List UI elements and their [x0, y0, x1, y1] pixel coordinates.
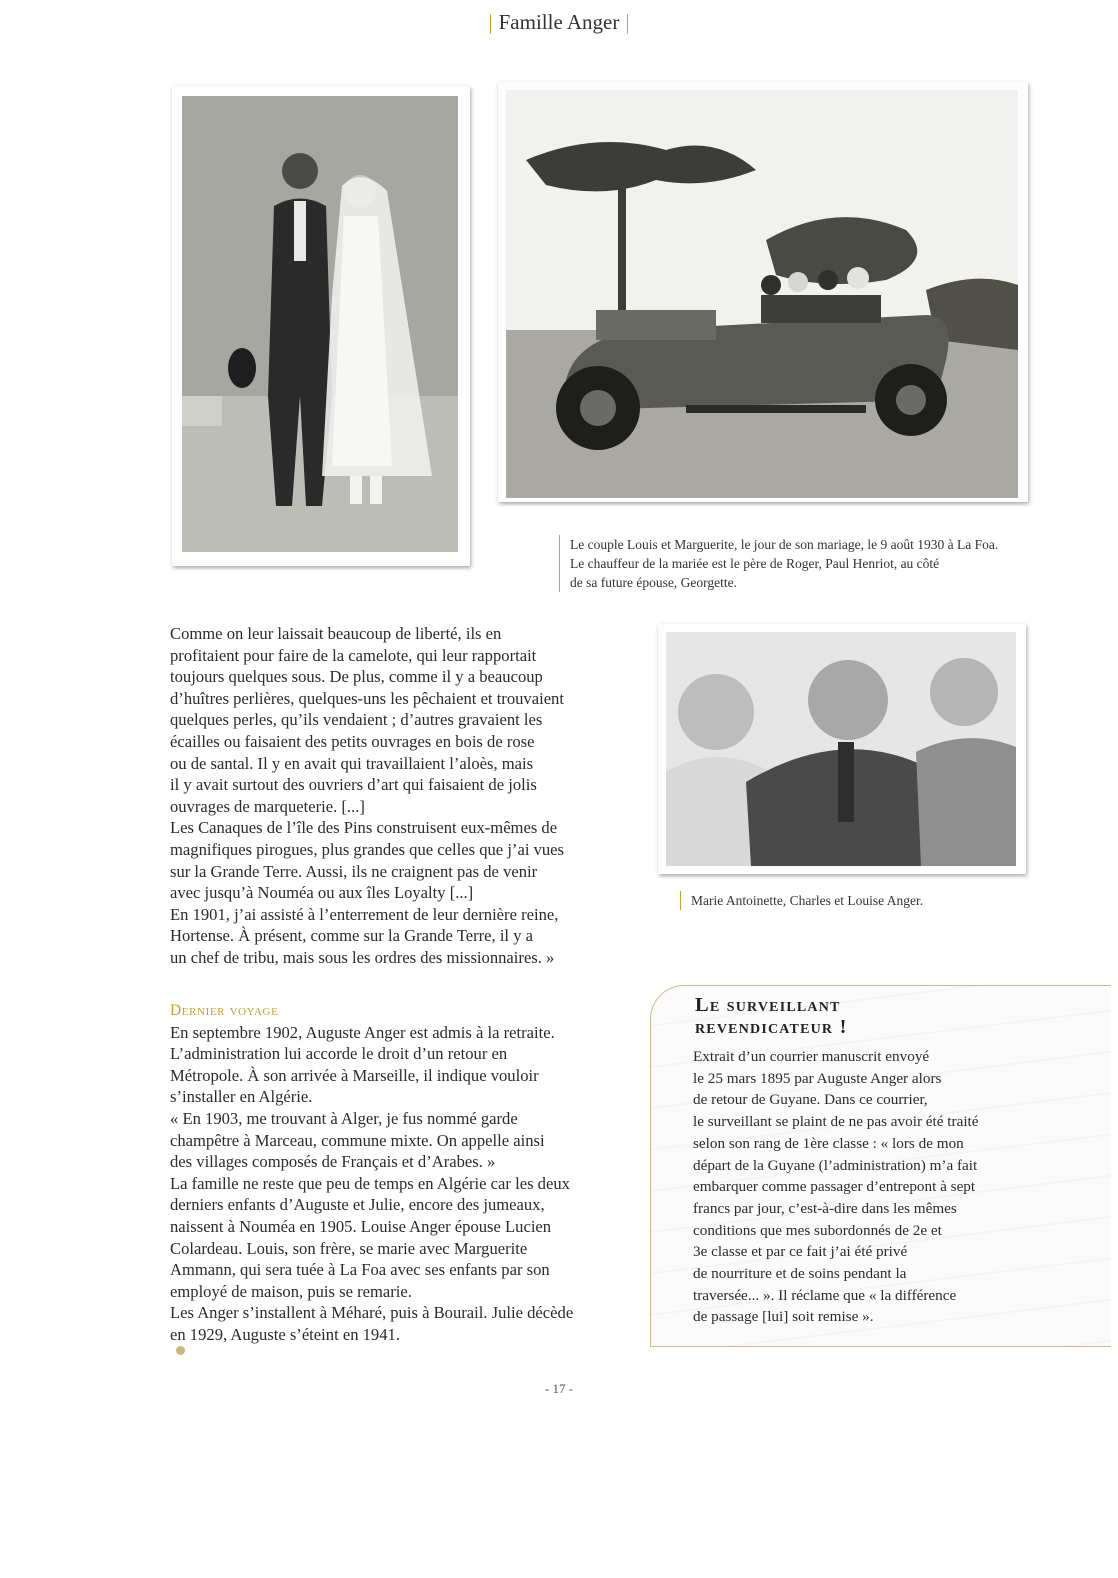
- sidebar-line: selon son rang de 1ère classe : « lors de mon: [693, 1134, 964, 1152]
- sidebar-line: 3e classe et par ce fait j’ai été privé: [693, 1243, 908, 1261]
- family-photo-frame: [658, 624, 1026, 874]
- sidebar-line: le 25 mars 1895 par Auguste Anger alors: [693, 1069, 942, 1087]
- text-line: ouvrages de marqueterie. [...]: [170, 796, 365, 816]
- text-line: écailles ou faisaient des petits ouvrages en bois de rose: [170, 731, 535, 751]
- voyage-section: [170, 1000, 590, 1355]
- sidebar-title: [695, 994, 995, 1038]
- caption-line: Marie Antoinette, Charles et Louise Anger.: [691, 893, 924, 908]
- text-line: profitaient pour faire de la camelote, qui leur rapportait: [170, 645, 537, 665]
- text-line: Hortense. À présent, comme sur la Grande Terre, il y a: [170, 926, 534, 946]
- wedding-photo-frame: [172, 86, 470, 566]
- text-line: L’administration lui accorde le droit d’un retour en: [170, 1044, 508, 1064]
- sidebar-box: [650, 985, 1111, 1347]
- text-line: ou de santal. Il y en avait qui travaillaient l’aloès, mais: [170, 753, 534, 773]
- text-line: toujours quelques sous. De plus, comme il y a beaucoup: [170, 667, 543, 687]
- family-photo-caption: [680, 891, 991, 910]
- text-line: Métropole. À son arrivée à Marseille, il indique vouloir: [170, 1065, 539, 1085]
- text-line: quelques perles, qu’ils vendaient ; d’autres gravaient les: [170, 710, 543, 730]
- header-bar-right: |: [625, 10, 630, 34]
- sidebar-line: de retour de Guyane. Dans ce courrier,: [693, 1091, 928, 1109]
- text-line: En 1901, j’ai assisté à l’enterrement de leur dernière reine,: [170, 904, 559, 924]
- text-line: s’installer en Algérie.: [170, 1087, 313, 1107]
- text-line: des villages composés de Français et d’Arabes. »: [170, 1152, 496, 1172]
- sidebar-line: départ de la Guyane (l’administration) m’a fait: [693, 1156, 978, 1174]
- quote-paragraph: [170, 623, 590, 969]
- sidebar-line: traversée... ». Il réclame que « la différence: [693, 1286, 957, 1304]
- text-line: d’huîtres perlières, quelques-uns les pêchaient et trouvaient: [170, 688, 564, 708]
- text-line: La famille ne reste que peu de temps en Algérie car les deux: [170, 1173, 570, 1193]
- car-photo-caption: [559, 535, 1040, 592]
- text-line: derniers enfants d’Auguste et Julie, encore des jumeaux,: [170, 1195, 545, 1215]
- text-line: Les Anger s’installent à Méharé, puis à Bourail. Julie décède: [170, 1303, 574, 1323]
- text-line: un chef de tribu, mais sous les ordres des missionnaires. »: [170, 947, 555, 967]
- caption-line: Le couple Louis et Marguerite, le jour de son mariage, le 9 août 1930 à La Foa.: [570, 537, 999, 552]
- text-line: Colardeau. Louis, son frère, se marie avec Marguerite: [170, 1238, 528, 1258]
- text-line-last: [170, 1324, 590, 1355]
- caption-line: Le chauffeur de la mariée est le père de Roger, Paul Henriot, au côté: [570, 556, 940, 571]
- page-number: - 17 -: [544, 1381, 574, 1396]
- sidebar-line: conditions que mes subordonnés de 2e et: [693, 1221, 942, 1239]
- text-line: en 1929, Auguste s’éteint en 1941.: [170, 1324, 400, 1344]
- text-line: magnifiques pirogues, plus grandes que celles que j’ai vues: [170, 839, 564, 859]
- text-line: avec jusqu’à Nouméa ou aux îles Loyalty [...]: [170, 883, 474, 903]
- sidebar-line: francs par jour, c’est-à-dire dans les mêmes: [693, 1199, 957, 1217]
- text-line: sur la Grande Terre. Aussi, ils ne craignent pas de venir: [170, 861, 538, 881]
- text-line: Les Canaques de l’île des Pins construisent eux-mêmes de: [170, 818, 558, 838]
- sidebar-title-line: Le surveillant: [695, 994, 841, 1016]
- text-line: « En 1903, me trouvant à Alger, je fus nommé garde: [170, 1108, 518, 1128]
- sidebar-line: le surveillant se plaint de ne pas avoir été traité: [693, 1113, 979, 1131]
- sidebar-text: [693, 1046, 1053, 1328]
- header-title: Famille Anger: [498, 10, 620, 34]
- header-bar-left: |: [488, 10, 493, 34]
- section-heading: Dernier voyage: [170, 1002, 279, 1019]
- text-line: Ammann, qui sera tuée à La Foa avec ses enfants par son: [170, 1260, 550, 1280]
- text-line: champêtre à Marceau, commune mixte. On appelle ainsi: [170, 1130, 545, 1150]
- family-portrait-photo-icon: [666, 632, 1016, 866]
- sidebar-line: de nourriture et de soins pendant la: [693, 1265, 907, 1283]
- text-line: employé de maison, puis se remarie.: [170, 1281, 412, 1301]
- text-line: naissent à Nouméa en 1905. Louise Anger épouse Lucien: [170, 1216, 552, 1236]
- text-line: Comme on leur laissait beaucoup de liberté, ils en: [170, 624, 502, 643]
- wedding-car-photo-icon: [506, 90, 1018, 498]
- sidebar-title-line: revendicateur !: [695, 1016, 848, 1038]
- text-line: il y avait surtout des ouvriers d’art qui faisaient de jolis: [170, 775, 537, 795]
- sidebar-line: embarquer comme passager d’entrepont à sept: [693, 1178, 976, 1196]
- text-line: En septembre 1902, Auguste Anger est admis à la retraite.: [170, 1022, 555, 1042]
- sidebar-line: de passage [lui] soit remise ».: [693, 1308, 874, 1326]
- caption-line: de sa future épouse, Georgette.: [570, 575, 737, 590]
- running-header: [0, 10, 1118, 35]
- end-of-article-dot-icon: [176, 1346, 185, 1355]
- sidebar-line: Extrait d’un courrier manuscrit envoyé: [693, 1048, 930, 1065]
- wedding-couple-photo-icon: [182, 96, 458, 552]
- car-photo-frame: [498, 82, 1028, 502]
